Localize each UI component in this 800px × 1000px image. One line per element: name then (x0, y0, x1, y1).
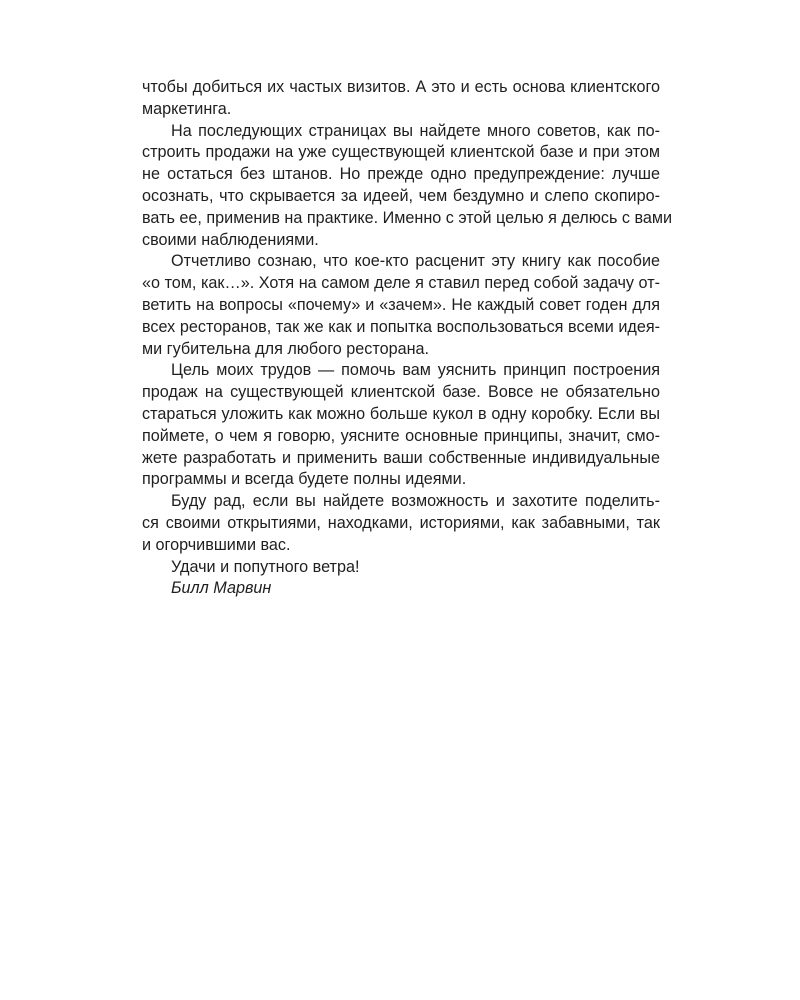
paragraph-line: Цель моих трудов — помочь вам уяснить принцип построения (171, 361, 660, 380)
paragraph-line: Буду рад, если вы найдете возможность и захотите поделить- (171, 492, 660, 511)
paragraph-line: ся своими открытиями, находками, историями, как забавными, так (142, 513, 660, 532)
paragraph-line: программы и всегда будете полны идеями. (142, 470, 467, 489)
paragraph-3 (142, 360, 660, 491)
paragraph-line: стараться уложить как можно больше кукол в одну коробку. Если вы (142, 404, 660, 423)
paragraph-line: вать ее, применив на практике. Именно с этой целью я делюсь с вами (142, 208, 673, 227)
paragraph-line: ми губительна для любого ресторана. (142, 339, 430, 358)
paragraph-line: своими наблюдениями. (142, 230, 319, 249)
author-signature: Билл Марвин (171, 579, 272, 598)
paragraph-line: ветить на вопросы «почему» и «зачем». Не каждый совет годен для (142, 295, 660, 314)
paragraph-4 (142, 491, 660, 556)
paragraph-line: жете разработать и применить ваши собственные индивидуальные (142, 448, 660, 467)
paragraph-line: «о том, как…». Хотя на самом деле я ставил перед собой задачу от- (142, 274, 660, 293)
paragraph-line: строить продажи на уже существующей клиентской базе и при этом (142, 143, 660, 162)
paragraph-line: чтобы добиться их частых визитов. А это и есть основа клиентского (142, 78, 660, 96)
paragraph-2 (142, 251, 660, 360)
paragraph-line: продаж на существующей клиентской базе. Вовсе не обязательно (142, 383, 660, 402)
paragraph-line: и огорчившими вас. (142, 535, 291, 554)
paragraph-1 (142, 121, 673, 252)
paragraph-line: всех ресторанов, так же как и попытка воспользоваться всеми идея- (142, 317, 660, 336)
paragraph-0 (142, 77, 660, 121)
paragraph-line: маркетинга. (142, 99, 232, 118)
paragraph-line: На последующих страницах вы найдете много советов, как по- (171, 121, 660, 140)
paragraph-line: не остаться без штанов. Но прежде одно предупреждение: лучше (142, 165, 660, 184)
paragraph-line: осознать, что скрывается за идеей, чем бездумно и слепо скопиро- (142, 186, 660, 205)
page-text-block (142, 77, 673, 600)
paragraph-line: поймете, о чем я говорю, уясните основные принципы, значит, смо- (142, 426, 660, 445)
closing-line: Удачи и попутного ветра! (171, 557, 360, 576)
paragraph-line: Отчетливо сознаю, что кое-кто расценит эту книгу как пособие (171, 252, 660, 271)
